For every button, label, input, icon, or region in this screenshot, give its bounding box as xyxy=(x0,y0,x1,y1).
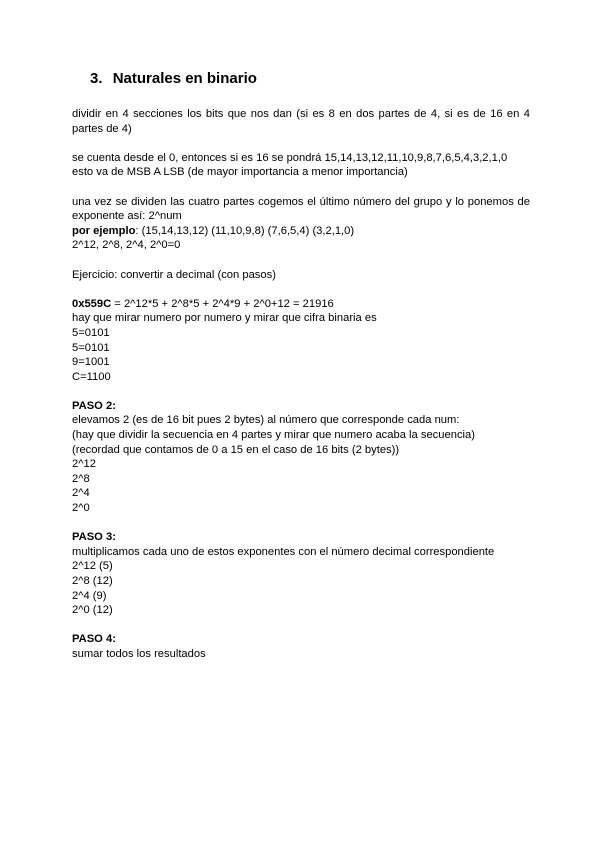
step1-formula-line xyxy=(72,297,530,312)
step1-hex: 0x559C xyxy=(72,297,112,310)
step1-digit: 5=0101 xyxy=(72,326,110,339)
paragraph-exercise: Ejercicio: convertir a decimal (con pasos) xyxy=(72,268,276,281)
paragraph-count-bits: se cuenta desde el 0, entonces si es 16 se pondrá 15,14,13,12,11,10,9,8,7,6,5,4,3,2,1,0 xyxy=(72,151,508,164)
step2-power: 2^8 xyxy=(72,472,90,485)
step1-digit: 5=0101 xyxy=(72,341,110,354)
paragraph-example xyxy=(72,224,530,239)
paragraph-powers: 2^12, 2^8, 2^4, 2^0=0 xyxy=(72,239,181,252)
example-label: por ejemplo xyxy=(72,224,136,237)
step2-power: 2^4 xyxy=(72,487,90,500)
paragraph-exponent: una vez se dividen las cuatro partes cogemos el último número del grupo y lo ponemos de exponente así: 2^num xyxy=(72,195,530,223)
section-heading xyxy=(90,70,257,88)
document-body xyxy=(72,107,530,662)
section-number: 3. xyxy=(90,70,103,87)
step2-line: elevamos 2 (es de 16 bit pues 2 bytes) al número que corresponde cada num: xyxy=(72,414,460,427)
step4-label: PASO 4: xyxy=(72,633,116,646)
step2-label: PASO 2: xyxy=(72,399,116,412)
step2-line: (recordad que contamos de 0 a 15 en el caso de 16 bits (2 bytes)) xyxy=(72,443,400,456)
step1-note: hay que mirar numero por numero y mirar que cifra binaria es xyxy=(72,312,377,325)
step3-line: multiplicamos cada uno de estos exponentes con el número decimal correspondiente xyxy=(72,545,495,558)
step2-power: 2^0 xyxy=(72,502,90,515)
example-text: : (15,14,13,12) (11,10,9,8) (7,6,5,4) (3,2,1,0) xyxy=(135,224,355,237)
step3-label: PASO 3: xyxy=(72,531,116,544)
step3-item: 2^8 (12) xyxy=(72,575,113,587)
step3-item: 2^0 (12) xyxy=(72,604,113,617)
step2-line: (hay que dividir la secuencia en 4 partes y mirar que numero acaba la secuencia) xyxy=(72,429,475,442)
step4-line: sumar todos los resultados xyxy=(72,647,206,660)
section-title: Naturales en binario xyxy=(112,70,257,87)
step1-digit: 9=1001 xyxy=(72,356,110,369)
paragraph-msb-lsb: esto va de MSB A LSB (de mayor importancia a menor importancia) xyxy=(72,166,408,179)
step3-item: 2^4 (9) xyxy=(72,589,107,602)
paragraph-divide-bits: dividir en 4 secciones los bits que nos dan (si es 8 en dos partes de 4, si es de 16 en 4 partes de 4) xyxy=(72,108,530,135)
step1-formula: = 2^12*5 + 2^8*5 + 2^4*9 + 2^0+12 = 21916 xyxy=(111,297,334,310)
step1-digit: C=1100 xyxy=(72,370,111,383)
step2-power: 2^12 xyxy=(72,458,96,471)
step3-item: 2^12 (5) xyxy=(72,560,113,573)
